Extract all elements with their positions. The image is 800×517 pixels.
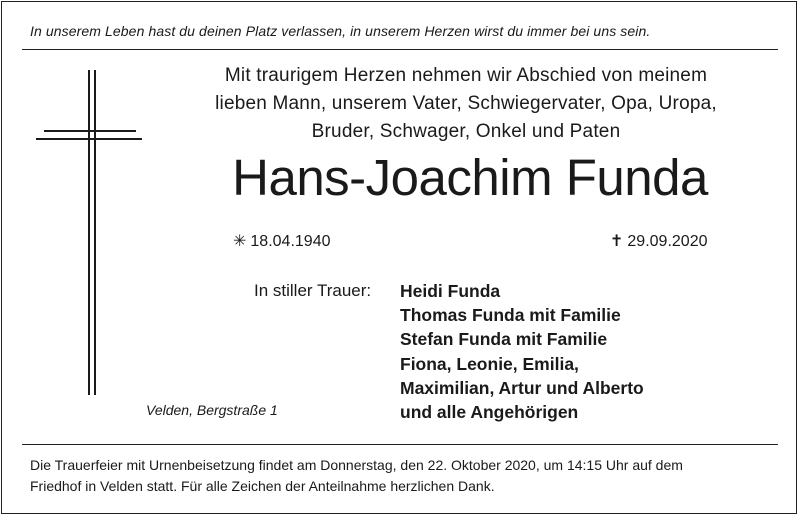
birth-date xyxy=(233,231,330,251)
footer-line: Die Trauerfeier mit Urnenbeisetzung findet am Donnerstag, den 22. Oktober 2020, um 14:15 Uhr auf dem xyxy=(30,457,683,473)
death-date xyxy=(610,231,707,251)
mourner: Fiona, Leonie, Emilia, xyxy=(400,353,579,374)
cross-small-icon: ✝ xyxy=(610,233,624,250)
bottom-divider xyxy=(22,444,778,445)
headline-line: Mit traurigem Herzen nehmen wir Abschied von meinem xyxy=(224,65,708,86)
mourner: Maximilian, Artur und Alberto xyxy=(400,377,644,398)
top-divider xyxy=(22,49,778,50)
headline-line: lieben Mann, unserem Vater, Schwiegervater, Opa, Uropa, xyxy=(215,93,717,114)
mourner: Stefan Funda mit Familie xyxy=(400,329,608,350)
deceased-name: Hans-Joachim Funda xyxy=(232,149,708,206)
ceremony-info xyxy=(30,455,775,497)
mourner: Heidi Funda xyxy=(400,281,501,301)
footer-line: Friedhof in Velden statt. Für alle Zeichen der Anteilnahme herzlichen Dank. xyxy=(30,478,495,494)
mourners-list xyxy=(400,279,644,424)
mourner: und alle Angehörigen xyxy=(400,402,579,423)
headline xyxy=(196,62,736,146)
birth-date-value: 18.04.1940 xyxy=(250,233,331,250)
address: Velden, Bergstraße 1 xyxy=(146,402,278,418)
intro-quote: In unserem Leben hast du deinen Platz verlassen, in unserem Herzen wirst du immer bei uns sein. xyxy=(30,23,651,39)
mourner: Thomas Funda mit Familie xyxy=(400,305,621,326)
headline-line: Bruder, Schwager, Onkel und Paten xyxy=(311,121,621,142)
star-icon: ✳ xyxy=(233,233,247,250)
death-date-value: 29.09.2020 xyxy=(627,233,708,250)
mourning-label: In stiller Trauer: xyxy=(254,281,372,300)
